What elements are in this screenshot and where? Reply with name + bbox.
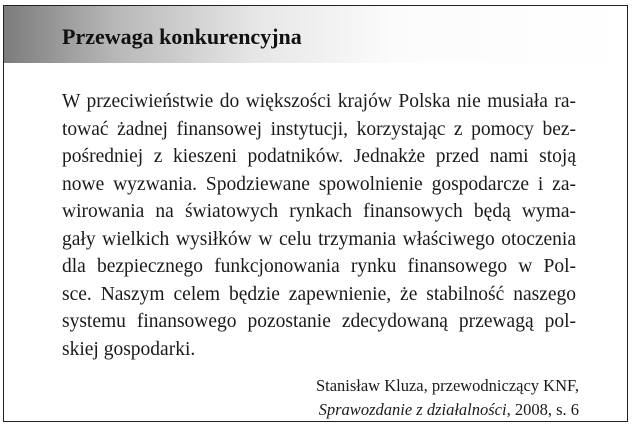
title-bar bbox=[4, 6, 627, 63]
source-title: Sprawozdanie z działalności bbox=[318, 400, 507, 419]
quote-box bbox=[3, 5, 628, 422]
paragraph-line: systemu finansowego pozostanie zdecydowaną przewagą pol- bbox=[62, 311, 576, 332]
source-details: , 2008, s. 6 bbox=[506, 400, 579, 419]
quote-paragraph bbox=[62, 88, 576, 363]
attribution bbox=[316, 374, 579, 422]
paragraph-line: gały wielkich wysiłków w celu trzymania właściwego otoczenia bbox=[62, 228, 576, 250]
paragraph-line: sce. Naszym celem będzie zapewnienie, że stabilność naszego bbox=[62, 283, 576, 305]
paragraph-line: wirowania na światowych rynkach finansowych będą wyma- bbox=[62, 201, 576, 222]
paragraph-line: nowe wyzwania. Spodziewane spowolnienie gospodarcze i za- bbox=[62, 173, 576, 195]
paragraph-line: dla bezpiecznego funkcjonowania rynku finansowego w Pol- bbox=[62, 256, 576, 277]
box-title: Przewaga konkurencyjna bbox=[62, 24, 302, 49]
paragraph-line: skiej gospodarki. bbox=[62, 338, 196, 360]
paragraph-line: W przeciwieństwie do większości krajów Polska nie musiała ra- bbox=[62, 91, 576, 112]
attribution-source bbox=[316, 398, 579, 422]
attribution-author: Stanisław Kluza, przewodniczący KNF, bbox=[315, 376, 579, 395]
paragraph-line: tować żadnej finansowej instytucji, korzystając z pomocy bez- bbox=[62, 118, 576, 140]
paragraph-line: pośredniej z kieszeni podatników. Jednakże przed nami stoją bbox=[62, 146, 576, 167]
